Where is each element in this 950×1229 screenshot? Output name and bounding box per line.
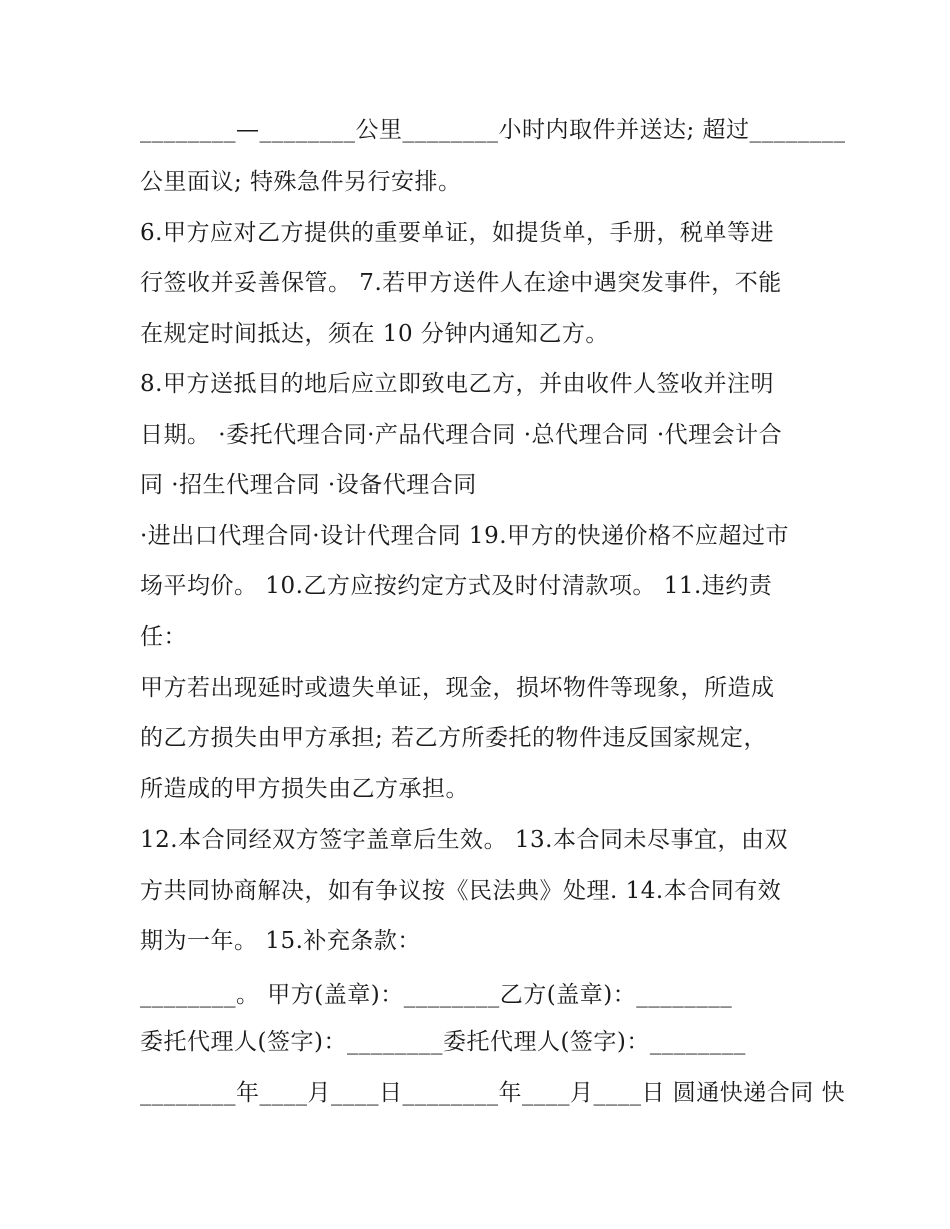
text-line: 同 ·招生代理合同 ·设备代理合同 [140,472,477,498]
text-line: 场平均价。 10.乙方应按约定方式及时付清款项。 11.违约责 [140,573,773,599]
text-line: 方共同协商解决，如有争议按《民法典》处理. 14.本合同有效 [140,878,782,904]
text-line: 公里面议; 特殊急件另行安排。 [140,169,462,195]
text-line: 在规定时间抵达，须在 10 分钟内通知乙方。 [140,321,609,347]
text-line: ·进出口代理合同·设计代理合同 19.甲方的快递价格不应超过市 [140,523,790,549]
text-line: ________。 甲方(盖章)：________乙方(盖章)：________ [140,982,733,1008]
text-line: 甲方若出现延时或遗失单证，现金，损坏物件等现象，所造成 [140,675,775,701]
text-line: 委托代理人(签字)：________委托代理人(签字)：________ [140,1029,746,1055]
text-line: 期为一年。 15.补充条款： [140,928,421,954]
text-line: 6.甲方应对乙方提供的重要单证，如提货单，手册，税单等进 [140,220,774,246]
text-line: 所造成的甲方损失由乙方承担。 [140,776,469,802]
text-line: ________—________公里________小时内取件并送达; 超过________ [140,117,846,143]
text-line: 的乙方损失由甲方承担; 若乙方所委托的物件违反国家规定， [140,725,768,751]
text-line: ________年____月____日________年____月____日 圆通快递合同 快 [140,1080,846,1106]
text-line: 行签收并妥善保管。 7.若甲方送件人在途中遇突发事件，不能 [140,270,782,296]
text-line: 日期。 ·委托代理合同·产品代理合同 ·总代理合同 ·代理会计合 [140,422,783,448]
text-line: 8.甲方送抵目的地后应立即致电乙方，并由收件人签收并注明 [140,371,774,397]
text-line: 12.本合同经双方签字盖章后生效。 13.本合同未尽事宜，由双 [140,827,788,853]
text-line: 任： [140,624,187,650]
